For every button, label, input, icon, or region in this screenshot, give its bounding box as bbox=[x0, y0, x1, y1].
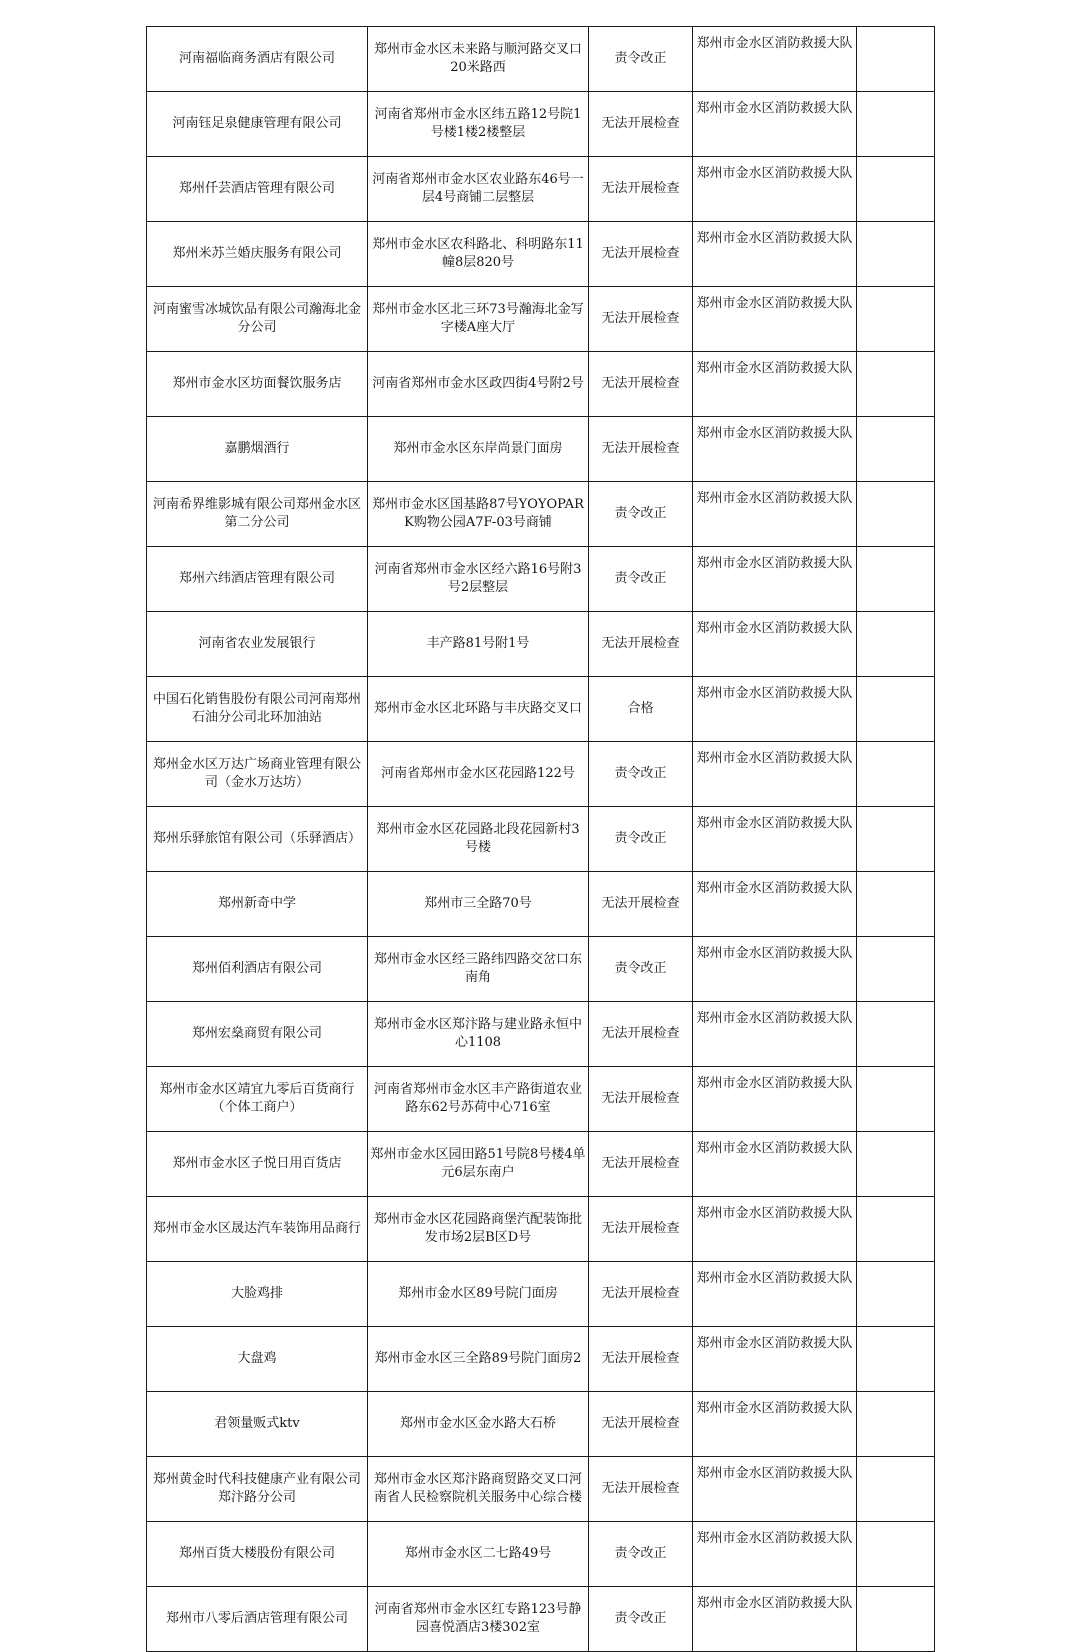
inspection-result-cell: 责令改正 bbox=[589, 482, 693, 547]
fire-brigade-cell: 郑州市金水区消防救援大队 bbox=[693, 937, 857, 1002]
inspection-result-cell: 责令改正 bbox=[589, 742, 693, 807]
inspection-result-cell: 无法开展检查 bbox=[589, 1132, 693, 1197]
note-cell bbox=[857, 27, 935, 92]
table-row bbox=[147, 872, 935, 937]
address-cell: 河南省郑州市金水区丰产路街道农业路东62号苏荷中心716室 bbox=[368, 1067, 589, 1132]
inspection-result-cell: 无法开展检查 bbox=[589, 612, 693, 677]
note-cell bbox=[857, 1067, 935, 1132]
company-name-cell: 郑州市八零后酒店管理有限公司 bbox=[147, 1587, 368, 1652]
company-name-cell: 郑州乐驿旅馆有限公司（乐驿酒店） bbox=[147, 807, 368, 872]
address-cell: 郑州市金水区园田路51号院8号楼4单元6层东南户 bbox=[368, 1132, 589, 1197]
company-name-cell: 郑州佰利酒店有限公司 bbox=[147, 937, 368, 1002]
inspection-result-cell: 合格 bbox=[589, 677, 693, 742]
company-name-cell: 郑州百货大楼股份有限公司 bbox=[147, 1522, 368, 1587]
fire-brigade-cell: 郑州市金水区消防救援大队 bbox=[693, 547, 857, 612]
address-cell: 郑州市金水区北三环73号瀚海北金写字楼A座大厅 bbox=[368, 287, 589, 352]
fire-brigade-cell: 郑州市金水区消防救援大队 bbox=[693, 27, 857, 92]
address-cell: 郑州市金水区北环路与丰庆路交叉口 bbox=[368, 677, 589, 742]
company-name-cell: 郑州新奇中学 bbox=[147, 872, 368, 937]
table-row bbox=[147, 1067, 935, 1132]
fire-brigade-cell: 郑州市金水区消防救援大队 bbox=[693, 807, 857, 872]
inspection-result-cell: 无法开展检查 bbox=[589, 872, 693, 937]
table-row bbox=[147, 417, 935, 482]
fire-brigade-cell: 郑州市金水区消防救援大队 bbox=[693, 677, 857, 742]
note-cell bbox=[857, 807, 935, 872]
fire-brigade-cell: 郑州市金水区消防救援大队 bbox=[693, 742, 857, 807]
table-row bbox=[147, 937, 935, 1002]
note-cell bbox=[857, 417, 935, 482]
inspection-result-cell: 无法开展检查 bbox=[589, 1197, 693, 1262]
inspection-result-cell: 无法开展检查 bbox=[589, 1262, 693, 1327]
fire-brigade-cell: 郑州市金水区消防救援大队 bbox=[693, 157, 857, 222]
fire-brigade-cell: 郑州市金水区消防救援大队 bbox=[693, 222, 857, 287]
table-row bbox=[147, 1522, 935, 1587]
fire-brigade-cell: 郑州市金水区消防救援大队 bbox=[693, 1197, 857, 1262]
note-cell bbox=[857, 677, 935, 742]
fire-brigade-cell: 郑州市金水区消防救援大队 bbox=[693, 1067, 857, 1132]
note-cell bbox=[857, 1392, 935, 1457]
note-cell bbox=[857, 352, 935, 417]
company-name-cell: 河南钰足泉健康管理有限公司 bbox=[147, 92, 368, 157]
address-cell: 郑州市金水区花园路北段花园新村3号楼 bbox=[368, 807, 589, 872]
address-cell: 郑州市金水区二七路49号 bbox=[368, 1522, 589, 1587]
company-name-cell: 中国石化销售股份有限公司河南郑州石油分公司北环加油站 bbox=[147, 677, 368, 742]
note-cell bbox=[857, 287, 935, 352]
inspection-result-cell: 无法开展检查 bbox=[589, 157, 693, 222]
table-row bbox=[147, 677, 935, 742]
table-row bbox=[147, 222, 935, 287]
table-row bbox=[147, 807, 935, 872]
company-name-cell: 郑州宏燊商贸有限公司 bbox=[147, 1002, 368, 1067]
table-row bbox=[147, 1197, 935, 1262]
note-cell bbox=[857, 1132, 935, 1197]
table-row bbox=[147, 482, 935, 547]
note-cell bbox=[857, 742, 935, 807]
company-name-cell: 郑州市金水区子悦日用百货店 bbox=[147, 1132, 368, 1197]
note-cell bbox=[857, 157, 935, 222]
address-cell: 郑州市金水区郑汴路商贸路交叉口河南省人民检察院机关服务中心综合楼 bbox=[368, 1457, 589, 1522]
note-cell bbox=[857, 1327, 935, 1392]
inspection-result-cell: 责令改正 bbox=[589, 937, 693, 1002]
table-row bbox=[147, 547, 935, 612]
address-cell: 河南省郑州市金水区政四街4号附2号 bbox=[368, 352, 589, 417]
inspection-result-cell: 责令改正 bbox=[589, 547, 693, 612]
inspection-result-cell: 无法开展检查 bbox=[589, 222, 693, 287]
inspection-result-cell: 责令改正 bbox=[589, 27, 693, 92]
fire-brigade-cell: 郑州市金水区消防救援大队 bbox=[693, 1392, 857, 1457]
table-body bbox=[147, 27, 935, 1652]
table-row bbox=[147, 1132, 935, 1197]
table-row bbox=[147, 1262, 935, 1327]
company-name-cell: 河南希界维影城有限公司郑州金水区第二分公司 bbox=[147, 482, 368, 547]
inspection-result-cell: 无法开展检查 bbox=[589, 417, 693, 482]
table-row bbox=[147, 1002, 935, 1067]
address-cell: 郑州市金水区未来路与顺河路交叉口20米路西 bbox=[368, 27, 589, 92]
fire-brigade-cell: 郑州市金水区消防救援大队 bbox=[693, 482, 857, 547]
inspection-result-cell: 无法开展检查 bbox=[589, 1392, 693, 1457]
table-row bbox=[147, 1457, 935, 1522]
fire-brigade-cell: 郑州市金水区消防救援大队 bbox=[693, 287, 857, 352]
note-cell bbox=[857, 1457, 935, 1522]
fire-brigade-cell: 郑州市金水区消防救援大队 bbox=[693, 872, 857, 937]
note-cell bbox=[857, 1197, 935, 1262]
address-cell: 郑州市金水区农科路北、科明路东11幢8层820号 bbox=[368, 222, 589, 287]
inspection-result-cell: 无法开展检查 bbox=[589, 1457, 693, 1522]
company-name-cell: 河南蜜雪冰城饮品有限公司瀚海北金分公司 bbox=[147, 287, 368, 352]
fire-brigade-cell: 郑州市金水区消防救援大队 bbox=[693, 612, 857, 677]
fire-brigade-cell: 郑州市金水区消防救援大队 bbox=[693, 92, 857, 157]
address-cell: 郑州市金水区经三路纬四路交岔口东南角 bbox=[368, 937, 589, 1002]
company-name-cell: 郑州黄金时代科技健康产业有限公司郑汴路分公司 bbox=[147, 1457, 368, 1522]
fire-brigade-cell: 郑州市金水区消防救援大队 bbox=[693, 1522, 857, 1587]
company-name-cell: 郑州米苏兰婚庆服务有限公司 bbox=[147, 222, 368, 287]
note-cell bbox=[857, 1587, 935, 1652]
company-name-cell: 嘉鹏烟酒行 bbox=[147, 417, 368, 482]
address-cell: 郑州市金水区金水路大石桥 bbox=[368, 1392, 589, 1457]
fire-brigade-cell: 郑州市金水区消防救援大队 bbox=[693, 1132, 857, 1197]
fire-brigade-cell: 郑州市金水区消防救援大队 bbox=[693, 1457, 857, 1522]
fire-brigade-cell: 郑州市金水区消防救援大队 bbox=[693, 352, 857, 417]
table-row bbox=[147, 92, 935, 157]
company-name-cell: 郑州市金水区坊面餐饮服务店 bbox=[147, 352, 368, 417]
address-cell: 郑州市金水区郑汴路与建业路永恒中心1108 bbox=[368, 1002, 589, 1067]
fire-brigade-cell: 郑州市金水区消防救援大队 bbox=[693, 1002, 857, 1067]
inspection-result-cell: 无法开展检查 bbox=[589, 1002, 693, 1067]
note-cell bbox=[857, 872, 935, 937]
note-cell bbox=[857, 1002, 935, 1067]
inspection-result-cell: 责令改正 bbox=[589, 1522, 693, 1587]
address-cell: 河南省郑州市金水区红专路123号静园喜悦酒店3楼302室 bbox=[368, 1587, 589, 1652]
table-row bbox=[147, 742, 935, 807]
address-cell: 郑州市金水区花园路商堡汽配装饰批发市场2层B区D号 bbox=[368, 1197, 589, 1262]
inspection-table bbox=[146, 26, 935, 1652]
table-row bbox=[147, 27, 935, 92]
note-cell bbox=[857, 1262, 935, 1327]
address-cell: 河南省郑州市金水区经六路16号附3号2层整层 bbox=[368, 547, 589, 612]
inspection-result-cell: 无法开展检查 bbox=[589, 1067, 693, 1132]
inspection-result-cell: 无法开展检查 bbox=[589, 352, 693, 417]
address-cell: 郑州市金水区东岸尚景门面房 bbox=[368, 417, 589, 482]
company-name-cell: 河南福临商务酒店有限公司 bbox=[147, 27, 368, 92]
inspection-result-cell: 责令改正 bbox=[589, 1587, 693, 1652]
company-name-cell: 郑州市金水区晟达汽车装饰用品商行 bbox=[147, 1197, 368, 1262]
table-row bbox=[147, 157, 935, 222]
company-name-cell: 郑州六纬酒店管理有限公司 bbox=[147, 547, 368, 612]
table-row bbox=[147, 352, 935, 417]
company-name-cell: 大盘鸡 bbox=[147, 1327, 368, 1392]
inspection-result-cell: 无法开展检查 bbox=[589, 1327, 693, 1392]
fire-brigade-cell: 郑州市金水区消防救援大队 bbox=[693, 417, 857, 482]
note-cell bbox=[857, 222, 935, 287]
inspection-result-cell: 无法开展检查 bbox=[589, 287, 693, 352]
company-name-cell: 郑州市金水区靖宜九零后百货商行（个体工商户） bbox=[147, 1067, 368, 1132]
fire-brigade-cell: 郑州市金水区消防救援大队 bbox=[693, 1262, 857, 1327]
inspection-result-cell: 无法开展检查 bbox=[589, 92, 693, 157]
company-name-cell: 君领量贩式ktv bbox=[147, 1392, 368, 1457]
address-cell: 郑州市三全路70号 bbox=[368, 872, 589, 937]
note-cell bbox=[857, 937, 935, 1002]
note-cell bbox=[857, 1522, 935, 1587]
fire-brigade-cell: 郑州市金水区消防救援大队 bbox=[693, 1587, 857, 1652]
inspection-result-cell: 责令改正 bbox=[589, 807, 693, 872]
address-cell: 河南省郑州市金水区花园路122号 bbox=[368, 742, 589, 807]
table-row bbox=[147, 1392, 935, 1457]
address-cell: 郑州市金水区三全路89号院门面房2 bbox=[368, 1327, 589, 1392]
table-row bbox=[147, 612, 935, 677]
company-name-cell: 郑州仟芸酒店管理有限公司 bbox=[147, 157, 368, 222]
table-row bbox=[147, 287, 935, 352]
table-row bbox=[147, 1327, 935, 1392]
fire-brigade-cell: 郑州市金水区消防救援大队 bbox=[693, 1327, 857, 1392]
address-cell: 郑州市金水区国基路87号YOYOPARK购物公园A7F-03号商铺 bbox=[368, 482, 589, 547]
address-cell: 郑州市金水区89号院门面房 bbox=[368, 1262, 589, 1327]
company-name-cell: 河南省农业发展银行 bbox=[147, 612, 368, 677]
address-cell: 丰产路81号附1号 bbox=[368, 612, 589, 677]
note-cell bbox=[857, 612, 935, 677]
note-cell bbox=[857, 92, 935, 157]
address-cell: 河南省郑州市金水区农业路东46号一层4号商铺二层整层 bbox=[368, 157, 589, 222]
company-name-cell: 郑州金水区万达广场商业管理有限公司（金水万达坊） bbox=[147, 742, 368, 807]
table-row bbox=[147, 1587, 935, 1652]
address-cell: 河南省郑州市金水区纬五路12号院1号楼1楼2楼整层 bbox=[368, 92, 589, 157]
note-cell bbox=[857, 547, 935, 612]
note-cell bbox=[857, 482, 935, 547]
company-name-cell: 大脸鸡排 bbox=[147, 1262, 368, 1327]
